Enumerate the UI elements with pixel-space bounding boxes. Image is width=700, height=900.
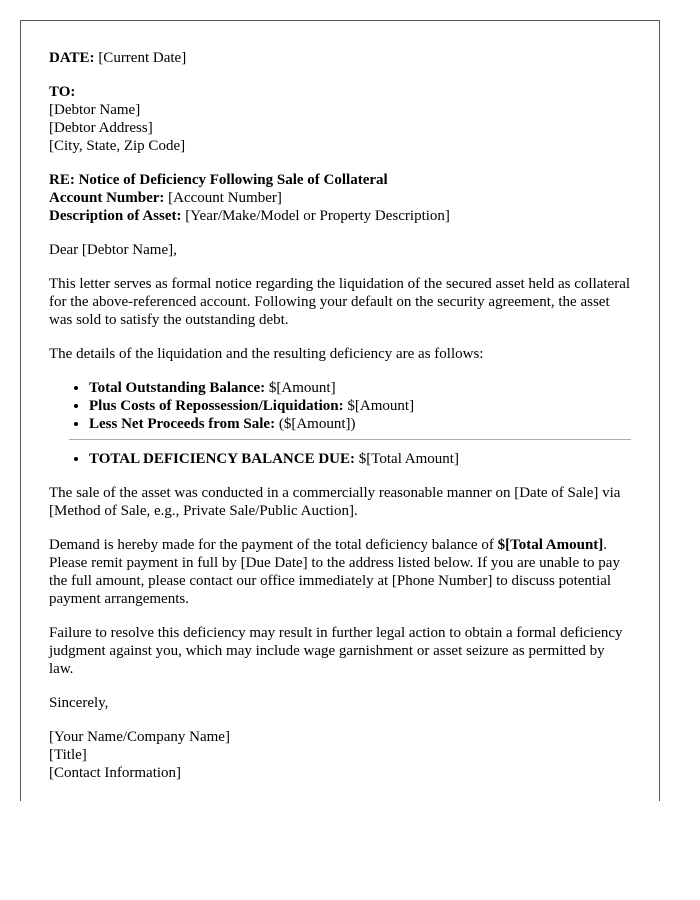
item-value: $[Amount] <box>343 398 415 414</box>
item-label: Less Net Proceeds from Sale: <box>89 416 276 432</box>
account-value: [Account Number] <box>164 190 282 206</box>
item-value: ($[Amount]) <box>275 416 356 432</box>
list-item <box>89 379 631 397</box>
item-label: Plus Costs of Repossession/Liquidation: <box>89 398 344 414</box>
account-label: Account Number: <box>49 190 165 206</box>
details-intro: The details of the liquidation and the resulting deficiency are as follows: <box>49 346 484 362</box>
signature-title: [Title] <box>49 747 87 763</box>
list-item <box>89 415 631 433</box>
deficiency-items-list <box>49 379 631 433</box>
account-line <box>49 189 631 207</box>
total-label: TOTAL DEFICIENCY BALANCE DUE: <box>89 451 356 467</box>
re-line: RE: Notice of Deficiency Following Sale of Collateral <box>49 172 388 188</box>
debtor-address: [Debtor Address] <box>49 120 153 136</box>
to-label: TO: <box>49 84 76 100</box>
intro-paragraph: This letter serves as formal notice regarding the liquidation of the secured asset held as collateral for the above-referenced account. Following your default on the security agreement, the asset was sold to satisfy the outstanding debt. <box>49 276 631 328</box>
total-list <box>49 450 631 468</box>
total-value: $[Total Amount] <box>355 451 459 467</box>
demand-text-after: . Please remit payment in full by [Due Date] to the address listed below. If you are unable to pay the full amount, please contact our office immediately at [Phone Number] to discuss potential payment arrangements. <box>49 537 620 607</box>
date-value: [Current Date] <box>94 50 187 66</box>
salutation: Dear [Debtor Name], <box>49 242 177 258</box>
closing: Sincerely, <box>49 695 109 711</box>
city-state-zip: [City, State, Zip Code] <box>49 138 186 154</box>
signature-contact: [Contact Information] <box>49 765 182 781</box>
total-item <box>89 450 631 468</box>
sale-paragraph: The sale of the asset was conducted in a commercially reasonable manner on [Date of Sale] via [Method of Sale, e.g., Private Sale/Public Auction]. <box>49 485 621 519</box>
demand-paragraph <box>49 536 631 608</box>
letter-page <box>20 20 660 801</box>
asset-line <box>49 207 631 225</box>
item-value: $[Amount] <box>265 380 336 396</box>
failure-paragraph: Failure to resolve this deficiency may result in further legal action to obtain a formal deficiency judgment against you, which may include wage garnishment or asset seizure as permitted by law. <box>49 625 623 677</box>
date-line <box>49 49 631 67</box>
signature-block <box>49 728 631 782</box>
asset-value: [Year/Make/Model or Property Description] <box>181 208 450 224</box>
total-divider <box>69 439 631 440</box>
reference-block <box>49 171 631 225</box>
debtor-name: [Debtor Name] <box>49 102 141 118</box>
asset-label: Description of Asset: <box>49 208 182 224</box>
date-label: DATE: <box>49 50 95 66</box>
recipient-block <box>49 83 631 155</box>
list-item <box>89 397 631 415</box>
demand-text-before: Demand is hereby made for the payment of the total deficiency balance of <box>49 537 498 553</box>
demand-amount: $[Total Amount] <box>497 537 604 553</box>
item-label: Total Outstanding Balance: <box>89 380 266 396</box>
signature-name: [Your Name/Company Name] <box>49 729 230 745</box>
